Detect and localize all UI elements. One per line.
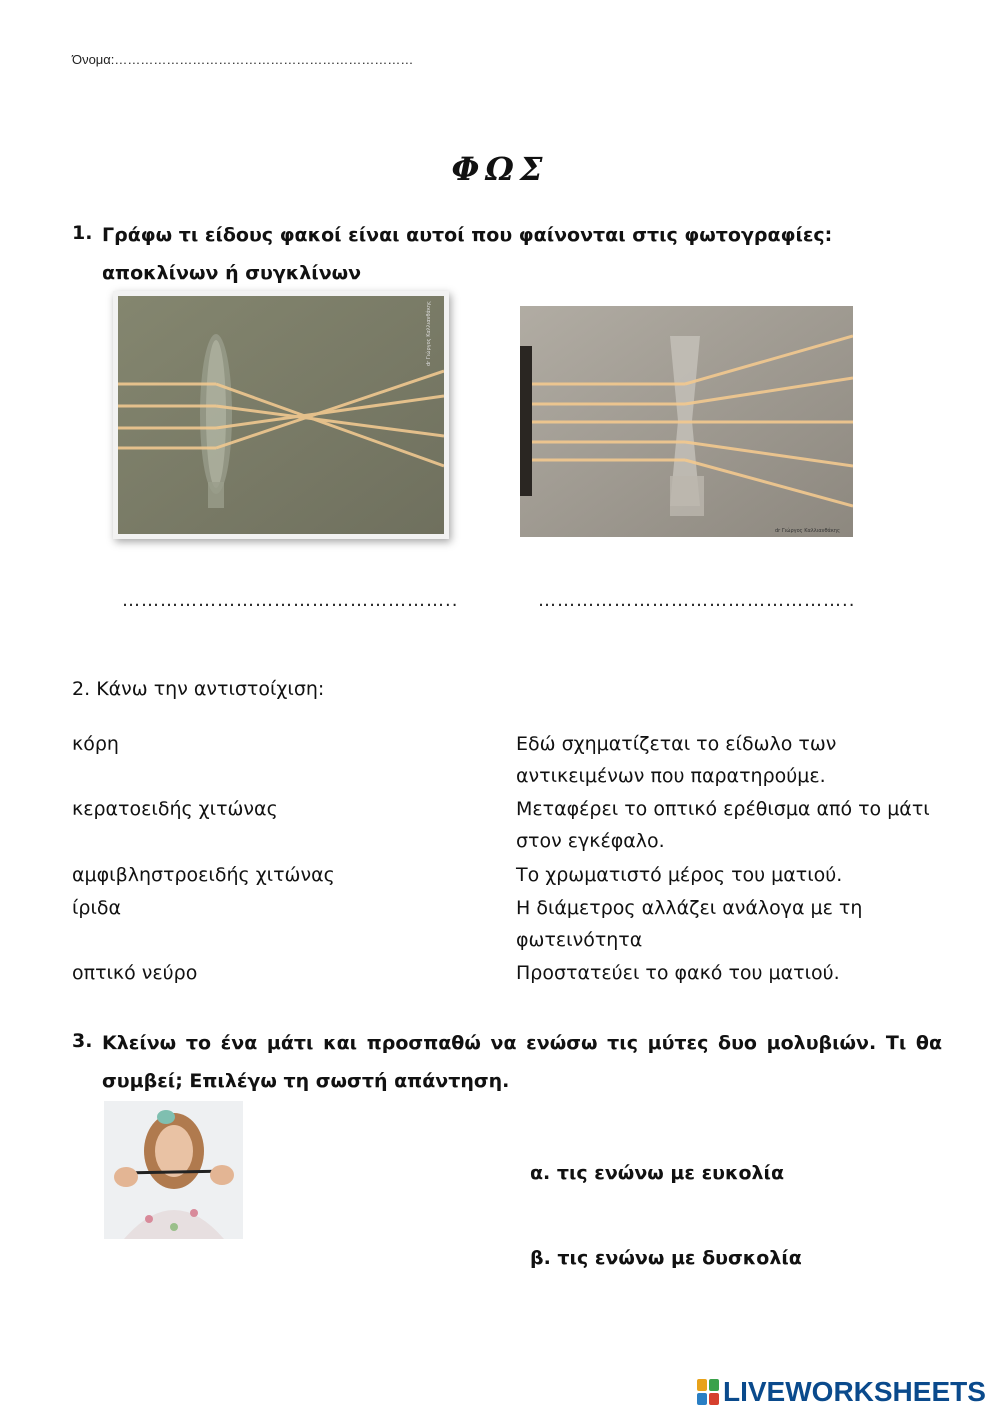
match-left-item[interactable]: αμφιβληστροειδής χιτώνας	[72, 864, 335, 886]
question-3-number: 3.	[72, 1030, 93, 1052]
converging-lens-image	[118, 296, 444, 534]
question-1-number: 1.	[72, 222, 93, 244]
name-field-label: Όνομα:……………………………………………………………	[72, 52, 414, 67]
match-right-item[interactable]: Προστατεύει το φακό του ματιού.	[516, 962, 840, 984]
photo-2-credit: dr Γιώργος Καλλιανθάκης	[775, 528, 840, 534]
question-1-options: αποκλίνων ή συγκλίνων	[102, 262, 362, 284]
question-2	[72, 678, 324, 700]
match-left-item[interactable]: οπτικό νεύρο	[72, 962, 198, 984]
logo-text: LIVEWORKSHEETS	[723, 1376, 986, 1407]
match-right-item[interactable]: Εδώ σχηματίζεται το είδωλο των αντικειμένων που παρατηρούμε.	[516, 733, 837, 787]
girl-with-pencils-photo	[104, 1101, 243, 1239]
diverging-lens-image	[520, 306, 853, 537]
match-right-item[interactable]: Το χρωματιστό μέρος του ματιού.	[516, 864, 843, 886]
question-2-number: 2.	[72, 678, 91, 700]
answer-option-b[interactable]: β. τις ενώνω με δυσκολία	[530, 1247, 802, 1269]
match-left-item[interactable]: ίριδα	[72, 897, 122, 919]
converging-lens-photo	[118, 296, 444, 534]
diverging-lens-photo	[520, 306, 853, 537]
match-right-item[interactable]: Μεταφέρει το οπτικό ερέθισμα από το μάτι στον εγκέφαλο.	[516, 798, 930, 852]
answer-blank-2[interactable]: …………………………………………..	[538, 590, 856, 611]
match-right-item[interactable]: Η διάμετρος αλλάζει ανάλογα με τη φωτεινότητα	[516, 897, 863, 951]
girl-with-pencils-image	[104, 1101, 243, 1239]
page-title: ΦΩΣ	[451, 150, 549, 188]
question-2-text: Κάνω την αντιστοίχιση:	[96, 678, 325, 700]
match-left-item[interactable]: κερατοειδής χιτώνας	[72, 798, 278, 820]
answer-blank-1[interactable]: ……………………………………………..	[122, 590, 459, 611]
question-1-prompt: Γράφω τι είδους φακοί είναι αυτοί που φαίνονται στις φωτογραφίες:	[102, 224, 833, 246]
photo-1-credit: dr Γιώργος Καλλιανθάκης	[426, 301, 432, 366]
answer-option-a[interactable]: α. τις ενώνω με ευκολία	[530, 1162, 785, 1184]
logo-badge-icon	[697, 1379, 719, 1405]
match-left-item[interactable]: κόρη	[72, 733, 119, 755]
question-3-text: Κλείνω το ένα μάτι και προσπαθώ να ενώσω τις μύτες δυο μολυβιών. Τι θα συμβεί; Επιλέγω τη σωστή απάντηση.	[102, 1032, 942, 1092]
liveworksheets-logo	[697, 1376, 986, 1408]
question-1-text	[102, 216, 942, 292]
